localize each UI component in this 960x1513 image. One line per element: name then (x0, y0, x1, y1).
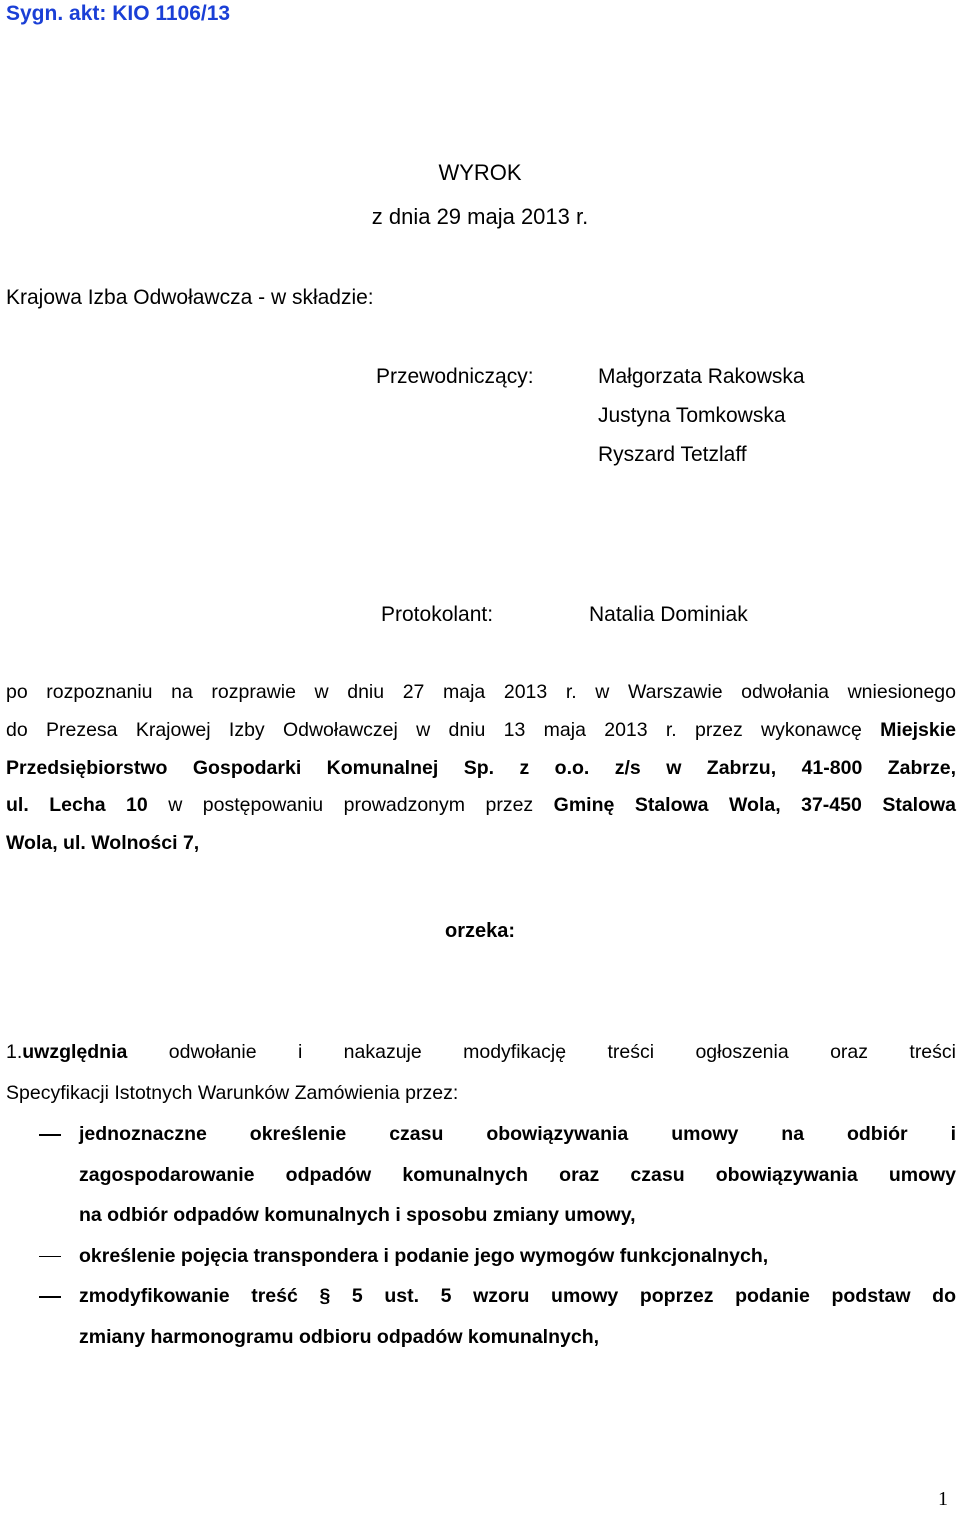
chair-label: Przewodniczący: (376, 365, 534, 388)
member-name: Justyna Tomkowska (598, 404, 786, 427)
case-paragraph (6, 674, 956, 863)
page-number: 1 (938, 1488, 948, 1510)
document-date: z dnia 29 maja 2013 r. (371, 204, 589, 229)
paragraph-line: do Prezesa Krajowej Izby Odwoławczej w dniu 13 maja 2013 r. przez wykonawcę Miejskie (6, 718, 956, 741)
paragraph-line: Wola, ul. Wolności 7, (6, 832, 200, 855)
case-signature: Sygn. akt: KIO 1106/13 (6, 2, 231, 25)
clerk-label: Protokolant: (381, 603, 494, 626)
paragraph-line: 1.uwzględnia odwołanie i nakazuje modyfikację treści ogłoszenia oraz treści (6, 1041, 956, 1063)
document-title: WYROK (438, 160, 522, 185)
clerk-name: Natalia Dominiak (589, 603, 748, 626)
member-name: Ryszard Tetzlaff (598, 443, 747, 466)
paragraph-line: Specyfikacji Istotnych Warunków Zamówienia przez: (6, 1082, 459, 1104)
dash-bullet-icon (39, 1296, 61, 1298)
composition-intro: Krajowa Izba Odwoławcza - w składzie: (6, 286, 374, 309)
dash-bullet-icon (39, 1256, 61, 1258)
orzeka-heading: orzeka: (444, 920, 516, 942)
list-item: jednoznaczne określenie czasu obowiązywania umowy na odbiór i zagospodarowanie odpadów komunalnych oraz czasu obowiązywania umowy na odbiór odpadów komunalnych i sposobu zmiany umowy, (6, 1114, 956, 1236)
list-item: zmodyfikowanie treść § 5 ust. 5 wzoru umowy poprzez podanie podstaw do zmiany harmonogramu odbioru odpadów komunalnych, (6, 1276, 956, 1357)
ruling-bullet-list (6, 1114, 956, 1358)
list-item: określenie pojęcia transpondera i podanie jego wymogów funkcjonalnych, (6, 1236, 956, 1277)
dash-bullet-icon (39, 1134, 61, 1136)
member-name: Małgorzata Rakowska (598, 365, 805, 388)
ruling-paragraph (6, 1032, 956, 1114)
paragraph-line: Przedsiębiorstwo Gospodarki Komunalnej Sp. z o.o. z/s w Zabrzu, 41-800 Zabrze, (6, 756, 956, 779)
paragraph-line: po rozpoznaniu na rozprawie w dniu 27 maja 2013 r. w Warszawie odwołania wniesionego (6, 681, 956, 703)
paragraph-line: ul. Lecha 10 w postępowaniu prowadzonym przez Gminę Stalowa Wola, 37-450 Stalowa (6, 794, 957, 817)
